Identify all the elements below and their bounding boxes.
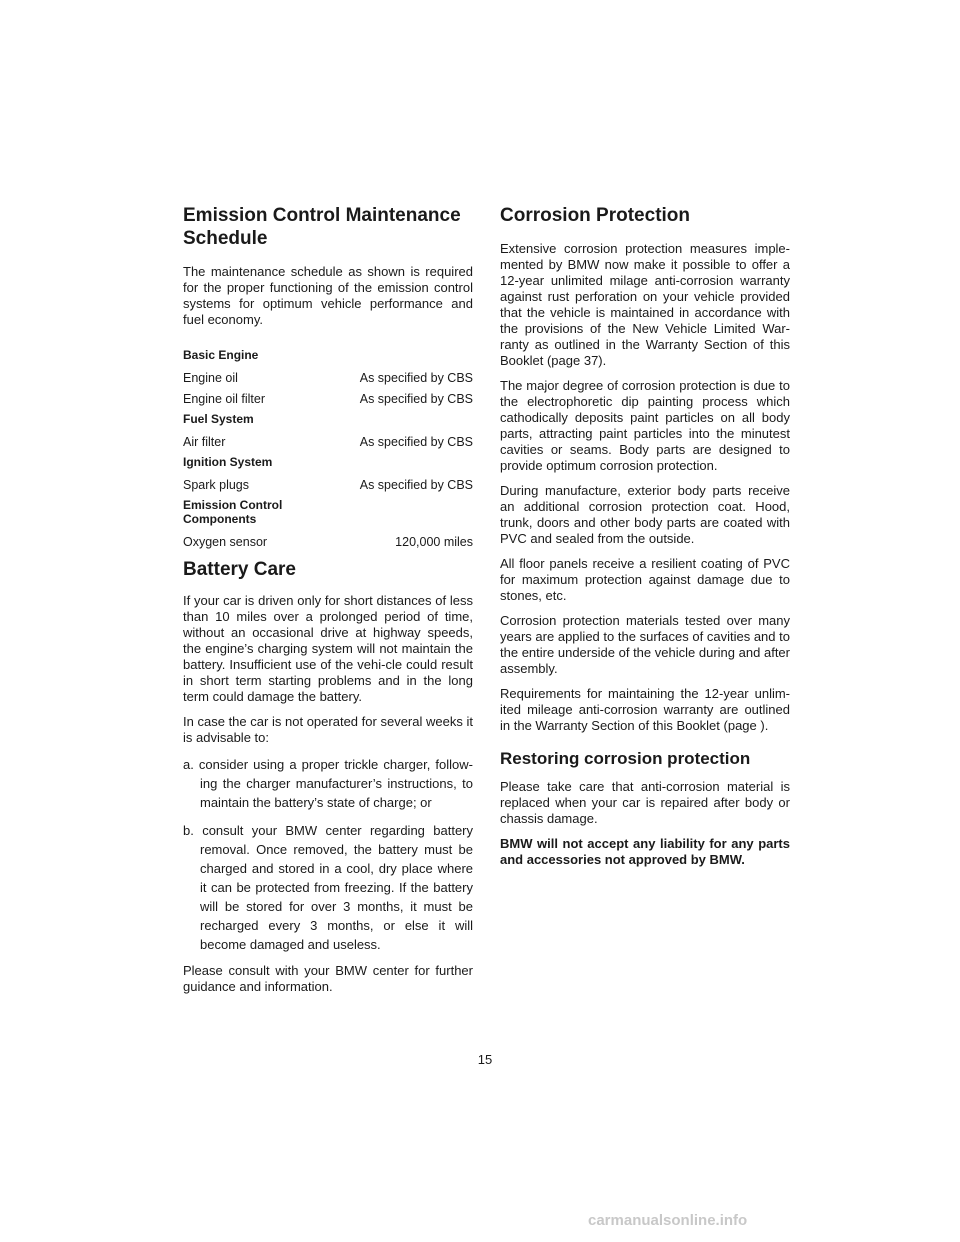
schedule-item: Air filter: [183, 435, 226, 449]
schedule-group-heading-line2: Components: [183, 512, 257, 526]
schedule-item: Engine oil filter: [183, 392, 265, 406]
restoring-corrosion-title: Restoring corrosion protection: [500, 749, 751, 768]
schedule-item: Spark plugs: [183, 478, 250, 492]
schedule-row: [183, 434, 473, 450]
corrosion-paragraph: Extensive corrosion protection measures imple-mented by BMW now make it possible to offer a 12-year unlimited milage anti-corrosion warranty against rust perforation on your vehicle provided that the vehicle is maintained in accordance with the provisions of the New Vehicle Limited War-ranty as outlined in the Warranty Section of this Booklet (page 37).: [500, 241, 790, 368]
liability-notice: BMW will not accept any liability for any parts and accessories not approved by BMW.: [500, 836, 790, 867]
schedule-row: [183, 370, 473, 386]
schedule-group-heading: Ignition System: [183, 455, 273, 469]
emission-title-line2: Schedule: [183, 228, 268, 249]
restoring-paragraph: Please take care that anti-corrosion material is replaced when your car is repaired after body or chassis damage.: [500, 779, 790, 826]
corrosion-paragraph: Corrosion protection materials tested over many years are applied to the surfaces of cavities and to the entire underside of the vehicle during and after assembly.: [500, 613, 790, 676]
schedule-row: [183, 477, 473, 493]
corrosion-paragraph: Requirements for maintaining the 12-year unlim-ited mileage anti-corrosion warranty are outlined in the Warranty Section of this Booklet (page ).: [500, 686, 790, 733]
schedule-group-heading-line1: Emission Control: [183, 498, 283, 512]
schedule-value: As specified by CBS: [359, 478, 473, 492]
page-number: 15: [477, 1052, 493, 1067]
corrosion-paragraph: During manufacture, exterior body parts receive an additional corrosion protection coat. Hood, trunk, doors and other body parts are coated with PVC and sealed from the outside.: [500, 483, 790, 546]
battery-paragraph: If your car is driven only for short distances of less than 10 miles over a prolonged period of time, without an occasional drive at highway speeds, the engine’s charging system will not maintain the battery. Insufficient use of the vehi-cle could result in short term starting problems and in the long term could damage the battery.: [183, 593, 473, 704]
battery-list-item-a: a. consider using a proper trickle charger, follow-ing the charger manufacturer’s instructions, to maintain the battery’s state of charge; or: [183, 757, 473, 810]
battery-list-item-b: b. consult your BMW center regarding battery removal. Once removed, the battery must be charged and stored in a cool, dry place where it can be protected from freezing. If the battery will be stored for over 3 months, it must be recharged every 3 months, or else it will become damaged and useless.: [183, 823, 473, 952]
schedule-value: As specified by CBS: [359, 435, 473, 449]
schedule-item: Engine oil: [183, 371, 238, 385]
maintenance-schedule: [183, 348, 473, 550]
right-column: [500, 204, 790, 877]
schedule-row: [183, 534, 473, 550]
schedule-row: [183, 391, 473, 407]
schedule-value: 120,000 miles: [395, 535, 473, 549]
schedule-value: As specified by CBS: [359, 392, 473, 406]
corrosion-paragraph: All floor panels receive a resilient coating of PVC for maximum protection against damage due to stones, etc.: [500, 556, 790, 603]
battery-care-title: Battery Care: [183, 559, 296, 580]
schedule-group-heading: Fuel System: [183, 412, 254, 426]
schedule-value: As specified by CBS: [359, 371, 473, 385]
watermark: carmanualsonline.info: [588, 1212, 748, 1229]
emission-schedule-title: [183, 204, 473, 250]
schedule-group-heading: Basic Engine: [183, 348, 259, 362]
emission-intro: The maintenance schedule as shown is required for the proper functioning of the emission control systems for optimum vehicle performance and fuel economy.: [183, 264, 473, 327]
battery-paragraph: Please consult with your BMW center for further guidance and information.: [183, 963, 473, 994]
schedule-item: Oxygen sensor: [183, 535, 268, 549]
schedule-group-heading: [183, 498, 473, 526]
corrosion-paragraph: The major degree of corrosion protection is due to the electrophoretic dip painting process which cathodically deposits paint particles on all body parts, attracting paint particles into the minutest cavities or seams. Body parts are designed to provide optimum corrosion protection.: [500, 378, 790, 473]
left-column: [183, 204, 473, 1004]
emission-title-line1: Emission Control Maintenance: [183, 205, 461, 226]
corrosion-protection-title: Corrosion Protection: [500, 205, 691, 226]
battery-paragraph: In case the car is not operated for several weeks it is advisable to:: [183, 714, 473, 745]
